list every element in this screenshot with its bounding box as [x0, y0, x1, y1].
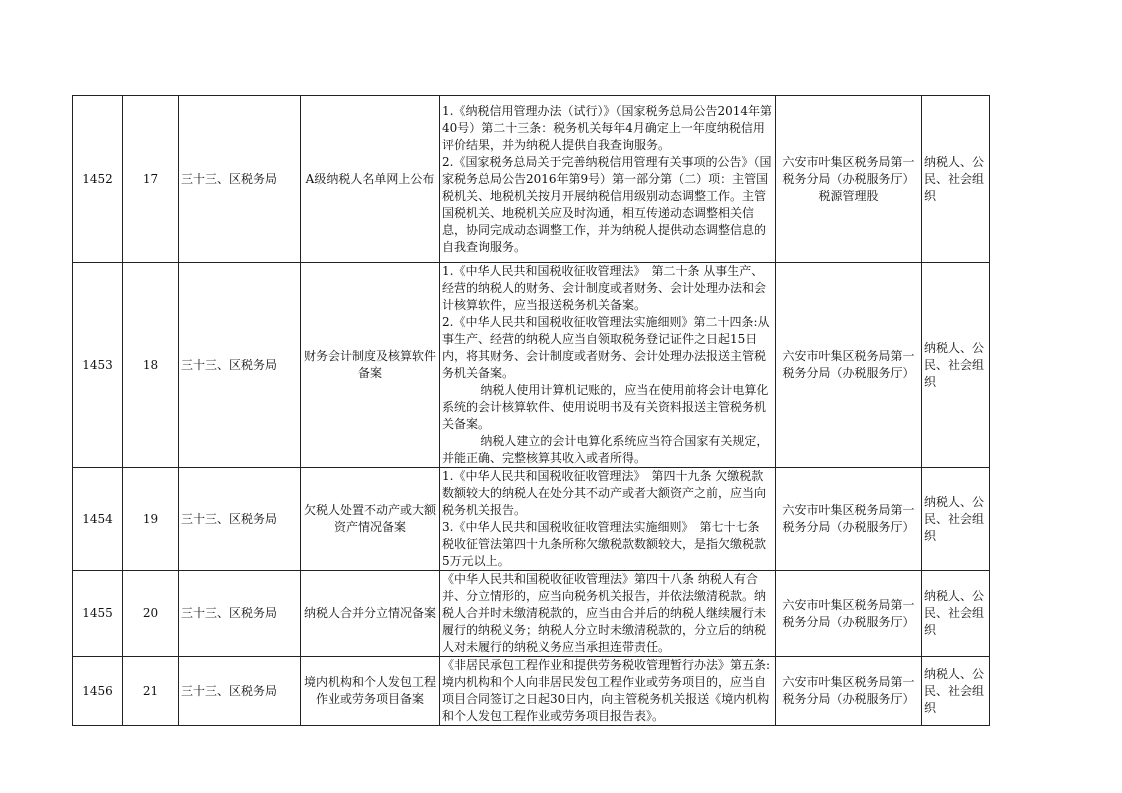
service-target: 纳税人、公民、社会组织: [922, 571, 990, 657]
table-row: [73, 468, 990, 571]
department: 三十三、区税务局: [179, 263, 301, 468]
responsible-unit: 六安市叶集区税务局第一税务分局（办税服务厅）税源管理股: [776, 96, 922, 263]
basis-line: 1.《纳税信用管理办法（试行）》（国家税务总局公告2014年第40号）第二十三条：税务机关每年4月确定上一年度纳税信用评价结果，并为纳税人提供自我查询服务。: [442, 103, 772, 152]
legal-basis: [440, 657, 776, 726]
legal-basis: [440, 571, 776, 657]
table-body: [73, 96, 990, 726]
service-target: 纳税人、公民、社会组织: [922, 263, 990, 468]
table-row: [73, 657, 990, 726]
service-target: 纳税人、公民、社会组织: [922, 468, 990, 571]
item-name: 纳税人合并分立情况备案: [301, 571, 440, 657]
item-sequence: 21: [123, 657, 179, 726]
responsible-unit: 六安市叶集区税务局第一税务分局（办税服务厅）: [776, 263, 922, 468]
responsible-unit: 六安市叶集区税务局第一税务分局（办税服务厅）: [776, 571, 922, 657]
item-sequence: 18: [123, 263, 179, 468]
row-number: 1456: [73, 657, 123, 726]
catalog-table: [72, 95, 990, 726]
row-number: 1454: [73, 468, 123, 571]
basis-line: 3.《中华人民共和国税收征收管理法实施细则》 第七十七条 税收征管法第四十九条所称欠缴税款数额较大，是指欠缴税款5万元以上。: [442, 520, 767, 568]
item-sequence: 17: [123, 96, 179, 263]
responsible-unit: 六安市叶集区税务局第一税务分局（办税服务厅）: [776, 468, 922, 571]
table-row: [73, 571, 990, 657]
basis-line: 《非居民承包工程作业和提供劳务税收管理暂行办法》第五条:境内机构和个人向非居民发包工程作业或劳务项目的，应当自项目合同签订之日起30日内，向主管税务机关报送《境内机构和个人发包工程作业或劳务项目报告表》。: [442, 658, 771, 723]
row-number: 1452: [73, 96, 123, 263]
table-row: [73, 263, 990, 468]
service-target: 纳税人、公民、社会组织: [922, 657, 990, 726]
row-number: 1453: [73, 263, 123, 468]
basis-line: 2.《中华人民共和国税收征收管理法实施细则》第二十四条:从事生产、经营的纳税人应当自领取税务登记证件之日起15日内，将其财务、会计制度或者财务、会计处理办法报送主管税务机关备案。: [442, 315, 770, 380]
responsible-unit: 六安市叶集区税务局第一税务分局（办税服务厅）: [776, 657, 922, 726]
basis-line: 2.《国家税务总局关于完善纳税信用管理有关事项的公告》（国家税务总局公告2016年第9号）第一部分第（二）项：主管国税机关、地税机关按月开展纳税信用级别动态调整工作。主管国税机关、地税机关应及时沟通，相互传递动态调整相关信息，协同完成动态调整工作，并为纳税人提供动态调整信息的自我查询服务。: [442, 154, 772, 254]
basis-line: 1.《中华人民共和国税收征收管理法》 第二十条 从事生产、经营的纳税人的财务、会计制度或者财务、会计处理办法和会计核算软件，应当报送税务机关备案。: [442, 264, 767, 312]
department: 三十三、区税务局: [179, 96, 301, 263]
service-target: 纳税人、公民、社会组织: [922, 96, 990, 263]
basis-line: 纳税人使用计算机记账的，应当在使用前将会计电算化系统的会计核算软件、使用说明书及有关资料报送主管税务机关备案。: [442, 383, 769, 431]
item-name: A级纳税人名单网上公布: [301, 96, 440, 263]
legal-basis: [440, 468, 776, 571]
item-sequence: 20: [123, 571, 179, 657]
department: 三十三、区税务局: [179, 571, 301, 657]
item-name: 境内机构和个人发包工程作业或劳务项目备案: [301, 657, 440, 726]
basis-line: 纳税人建立的会计电算化系统应当符合国家有关规定，并能正确、完整核算其收入或者所得。: [442, 434, 769, 465]
legal-basis: [440, 263, 776, 468]
item-name: 欠税人处置不动产或大额资产情况备案: [301, 468, 440, 571]
department: 三十三、区税务局: [179, 657, 301, 726]
row-number: 1455: [73, 571, 123, 657]
department: 三十三、区税务局: [179, 468, 301, 571]
table-row: [73, 96, 990, 263]
item-sequence: 19: [123, 468, 179, 571]
item-name: 财务会计制度及核算软件备案: [301, 263, 440, 468]
legal-basis: [440, 96, 776, 263]
basis-line: 1.《中华人民共和国税收征收管理法》 第四十九条 欠缴税款数额较大的纳税人在处分其不动产或者大额资产之前，应当向税务机关报告。: [442, 469, 767, 517]
basis-line: 《中华人民共和国税收征收管理法》第四十八条 纳税人有合并、分立情形的，应当向税务机关报告，并依法缴清税款。纳税人合并时未缴清税款的，应当由合并后的纳税人继续履行未履行的纳税义务；纳税人分立时未缴清税款的，分立后的纳税人对未履行的纳税义务应当承担连带责任。: [442, 572, 767, 654]
